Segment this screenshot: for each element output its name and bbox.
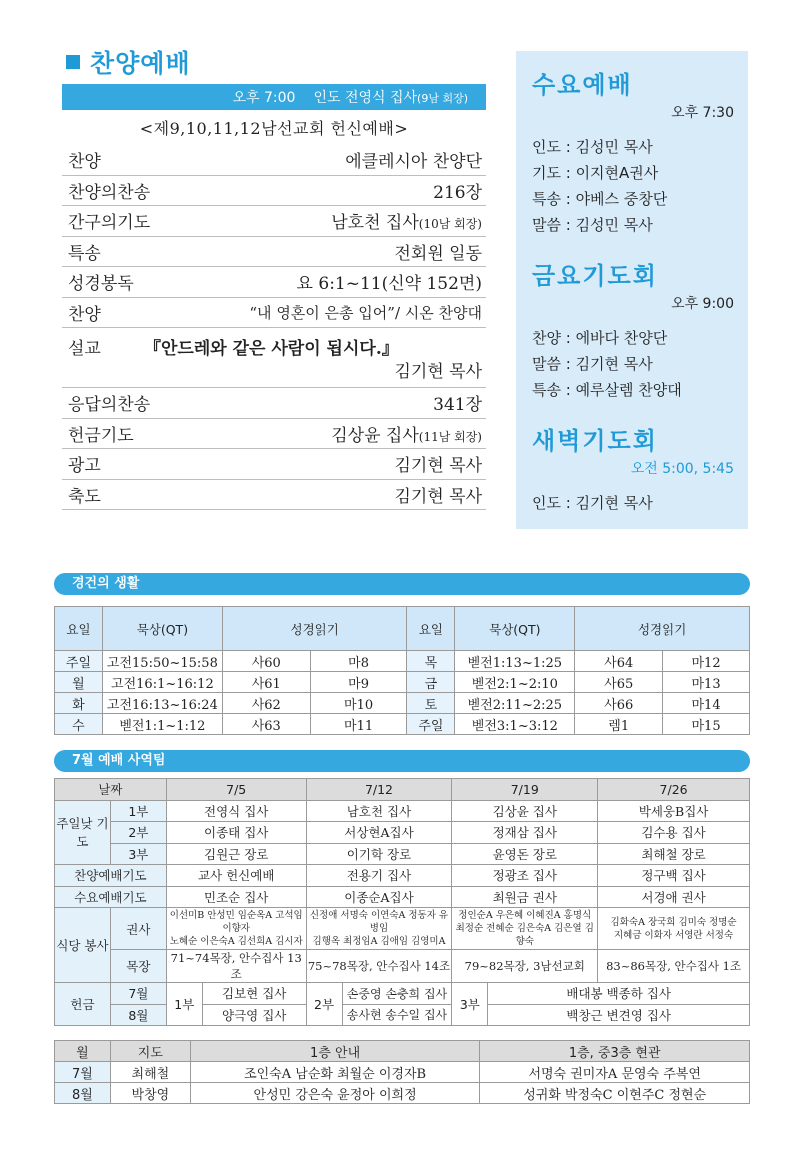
wed-service-time: 오후 7:30 xyxy=(671,105,734,121)
square-bullet-icon xyxy=(66,55,80,69)
wed-service-title: 수요예배 xyxy=(532,71,633,99)
order-row: 찬양 “내 영혼이 은총 입어”/ 시온 찬양대 xyxy=(62,298,486,329)
table-row: 수요예배기도 민조순 집사 이종순A집사 최원금 권사 서경애 권사 xyxy=(55,886,750,908)
table-row: 화 고전16:13~16:24 사62 마10 토 벧전2:11~2:25 사66 마14 xyxy=(55,693,750,714)
devotion-header-row: 요일 묵상(QT) 성경읽기 요일 묵상(QT) 성경읽기 xyxy=(55,607,750,651)
dawn-service-item: 인도 : 김기현 목사 xyxy=(532,494,653,512)
devotion-section-header: 경건의 생활 xyxy=(54,573,750,595)
order-row: 광고 김기현 목사 xyxy=(62,449,486,480)
table-row: 헌금 7월 1부 김보현 집사 2부 손중영 손충희 집사 3부 배대봉 백종하 집사 xyxy=(55,983,750,1005)
usher-guide-table xyxy=(54,1040,750,1104)
worship-info-bar xyxy=(62,84,486,110)
table-row: 8월 박창영 안성민 강은숙 윤정아 이희정 성귀화 박정숙C 이현주C 정현순 xyxy=(55,1083,750,1104)
table-row: 월 고전16:1~16:12 사61 마9 금 벧전2:1~2:10 사65 마13 xyxy=(55,672,750,693)
order-row: 응답의찬송 341장 xyxy=(62,388,486,419)
worship-time: 오후 7:00 xyxy=(232,90,296,106)
wed-service-item: 말씀 : 김성민 목사 xyxy=(532,216,653,234)
fri-service-item: 말씀 : 김기현 목사 xyxy=(532,355,653,373)
table-row: 주일 고전15:50~15:58 사60 마8 목 벧전1:13~1:25 사64 마12 xyxy=(55,651,750,672)
table-row: 8월 양극영 집사 송사현 송수일 집사 백창근 변견영 집사 xyxy=(55,1004,750,1026)
wed-service-item: 특송 : 야베스 중창단 xyxy=(532,190,668,208)
fri-service-item: 찬양 : 에바다 찬양단 xyxy=(532,329,668,347)
fri-service-time: 오후 9:00 xyxy=(671,296,734,312)
worship-title-row xyxy=(62,40,486,84)
guide-header-row: 월 지도 1층 안내 1층, 중3층 현관 xyxy=(55,1041,750,1062)
kwonsa-cell: 신정애 서명숙 이연숙A 정동자 유병임 김행옥 최정임A 김애임 김영미A xyxy=(306,908,452,950)
table-row: 주일낮 기도 1부 전영식 집사 남호천 집사 김상윤 집사 박세웅B집사 xyxy=(55,800,750,822)
fri-service-title: 금요기도회 xyxy=(532,262,658,290)
kwonsa-cell: 이선미B 안성민 임순옥A 고석임 이향자 노혜순 이은숙A 김선희A 김시자 xyxy=(166,908,306,950)
dawn-service-title: 새벽기도회 xyxy=(532,427,658,455)
worship-title: 찬양예배 xyxy=(90,49,191,78)
sermon-row xyxy=(62,328,486,388)
devotion-table xyxy=(54,606,750,735)
table-row: 목장 71~74목장, 안수집사 13조 75~78목장, 안수집사 14조 79~82목장, 3남선교회 83~86목장, 안수집사 1조 xyxy=(55,950,750,983)
order-row: 헌금기도 김상윤 집사(11남 회장) xyxy=(62,419,486,450)
wed-service-item: 기도 : 이지현A권사 xyxy=(532,164,659,182)
table-row: 식당 봉사 권사 이선미B 안성민 임순옥A 고석임 이향자 노혜순 이은숙A 김선희A 김시자 신정애 서명숙 이연숙A 정동자 유병임 김행옥 최정임A 김애임 김영미A 정인순A 우은혜 이혜진A 홍명식 최정순 전혜순 김은숙A 김은열 김향숙 김화숙A 장국희 김미숙 정명순 지혜금 이화자 서영란 서정숙 xyxy=(55,908,750,950)
wed-service-item: 인도 : 김성민 목사 xyxy=(532,138,653,156)
worship-subtitle: <제9,10,11,12남선교회 헌신예배> xyxy=(139,119,409,138)
order-row: 찬양 에클레시아 찬양단 xyxy=(62,145,486,176)
order-row: 찬양의찬송 216장 xyxy=(62,176,486,207)
table-row: 2부 이종태 집사 서상현A집사 정재삼 집사 김수용 집사 xyxy=(55,822,750,844)
table-row: 수 벧전1:1~1:12 사63 마11 주일 벧전3:1~3:12 렘1 마15 xyxy=(55,714,750,735)
dawn-service-time: 오전 5:00, 5:45 xyxy=(630,461,734,477)
ministry-team-table xyxy=(54,778,750,1026)
order-row: 축도 김기현 목사 xyxy=(62,480,486,511)
kwonsa-cell: 정인순A 우은혜 이혜진A 홍명식 최정순 전혜순 김은숙A 김은열 김향숙 xyxy=(452,908,598,950)
evening-worship-section xyxy=(62,40,486,510)
sermon-title: 『안드레와 같은 사람이 됩시다.』 xyxy=(144,339,399,359)
fri-service-item: 특송 : 예루살렘 찬양대 xyxy=(532,381,682,399)
table-row: 7월 최해철 조인숙A 남순화 최월순 이경자B 서명숙 권미자A 문영숙 주복연 xyxy=(55,1062,750,1083)
date-header-row: 날짜 7/5 7/12 7/19 7/26 xyxy=(55,779,750,801)
sermon-speaker: 김기현 목사 xyxy=(394,362,482,382)
table-row: 3부 김원근 장로 이기학 장로 윤영돈 장로 최해철 장로 xyxy=(55,843,750,865)
order-row: 간구의기도 남호천 집사(10남 회장) xyxy=(62,206,486,237)
kwonsa-cell: 김화숙A 장국희 김미숙 정명순 지혜금 이화자 서영란 서정숙 xyxy=(598,908,750,950)
order-row: 성경봉독 요 6:1~11(신약 152면) xyxy=(62,267,486,298)
order-row: 특송 전회원 일동 xyxy=(62,237,486,268)
ministry-team-section-header: 7월 예배 사역팀 xyxy=(54,750,750,772)
table-row: 찬양예배기도 교사 헌신예배 전용기 집사 정광조 집사 정구백 집사 xyxy=(55,865,750,887)
sermon-label: 설교 xyxy=(68,339,101,359)
weekday-services-panel xyxy=(516,51,748,529)
worship-leader: 인도 전영식 집사(9남 회장) xyxy=(313,90,468,106)
